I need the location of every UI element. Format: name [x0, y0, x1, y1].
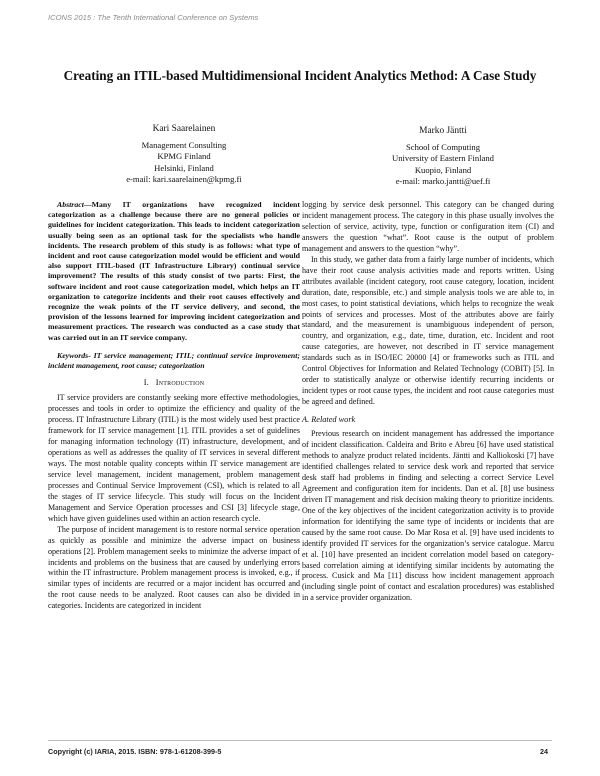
author-location: Helsinki, Finland — [154, 162, 214, 173]
section-number: I. — [143, 378, 149, 388]
right-column — [302, 200, 554, 604]
body-paragraph: logging by service desk personnel. This category can be changed during incident management process. The category in this phase usually involves the selection of service, activity, type, function or configuration item (CI) and answers the question “what”. Root cause is the output of problem management and answers to the question “why”. — [302, 200, 554, 253]
abstract — [48, 200, 300, 343]
author-block-1 — [84, 124, 284, 186]
author-block-2 — [343, 126, 543, 188]
author-affiliation: Management Consulting — [141, 139, 227, 150]
footer-copyright: Copyright (c) IARIA, 2015. ISBN: 978-1-61208-399-5 — [48, 747, 222, 756]
author-location: Kuopio, Finland — [414, 164, 472, 175]
page-number: 24 — [540, 747, 548, 756]
subsection-heading: A. Related work — [302, 415, 356, 425]
author-email: e-mail: kari.saarelainen@kpmg.fi — [126, 174, 242, 184]
footer-divider — [48, 740, 552, 741]
body-paragraph: IT service providers are constantly seeking more effective methodologies, processes and tools in order to optimize the efficiency and quality of the process. IT Infrastructure Library (ITIL) is the most widely used best practice framework for IT service management [1]. ITIL provides a set of guidelines for managing information technology (IT) infrastructure, development, and operations as well as addresses the quality of IT services in several different ways. The most notable quality concepts within IT service management are service level management, incident management, problem management processes and Continual Service Improvement (CSI), which is related to all the stages of IT service lifecycle. This study will focus on the Incident Management and Service Operation processes and CSI [3] lifecycle stage, which have given guidelines used within an action research cycle. — [48, 393, 300, 523]
body-paragraph: Previous research on incident management has addressed the importance of incident classification. Caldeira and Brito e Abreu [6] have used statistical methods to analyze product related incidents. Jäntti and Kalliokoski [7] have identified challenges related to service desk work and reported that service desk staff had problems in finding and selecting a correct Service Level Agreement and configuration item for incidents. Dan et al. [8] use business driven IT management and risk decision making theory to prioritize incidents. One of the key objectives of the incident categorization activity is to provide information for identifying the same type of incidents or incidents that are caused by the same root cause. Do Mar Rosa et al. [9] have used incidents to identify provided IT services for the organization’s service catalogue. Marcu et al. [10] have presented an incident correlation model based on category-based correlation aiming at identifying similar incidents by automating the process. Cusick and Ma [11] discuss how incident management approach (including single point of contact and escalation procedures) was established in a service provider organization. — [302, 429, 554, 603]
author-affiliation: School of Computing — [405, 141, 480, 152]
section-title: Introduction — [155, 378, 205, 388]
conference-header: ICONS 2015 : The Tenth International Conference on Systems — [48, 13, 259, 22]
keywords: Keywords- IT service management; ITIL; continual service improvement; incident management, root cause; categorization — [48, 350, 300, 371]
body-paragraph: In this study, we gather data from a fairly large number of incidents, which have their root cause analysis activities made and reports written. Using attributes available (incident category, root cause category, location, incident duration, date, responsible, etc.) and simple analysis tools we are able to, in most cases, to point statistical deviations, which helps to recognize the weak points of services and processes. Most of the attributes above are fairly standard, and the measurement is unambiguous independent of person, country, and organization, e.g., date, time, duration, etc. Incident and root cause categories, are however, not described in IT service management standards such as in ISO/IEC 20000 [4] or frameworks such as ITIL and Control Objectives for Information and Related Technology (COBIT) [5]. In order to statistically analyze or otherwise identify recurring incidents or incident types or root cause types, the incident and root cause categories must be agreed and defined. — [302, 254, 554, 407]
author-name: Kari Saarelainen — [152, 124, 216, 134]
author-affiliation: University of Eastern Finland — [392, 153, 494, 163]
body-paragraph: The purpose of incident management is to restore normal service operation as quickly as possible and minimize the adverse impact on business operations [2]. Problem management seeks to minimize the adverse impact of incidents and problems on the business that are caused by underlying errors within the IT infrastructure. Problem management process is invoked, e.g., if similar types of incidents are recurred or a major incident has occurred and the root cause needs to be analyzed. Root causes can also be divided in categories. Incidents are categorized in incident — [48, 524, 300, 611]
author-affiliation: KPMG Finland — [157, 151, 211, 161]
left-column — [48, 200, 300, 612]
author-email: e-mail: marko.jantti@uef.fi — [395, 176, 491, 186]
paper-title: Creating an ITIL-based Multidimensional Incident Analytics Method: A Case Study — [63, 68, 537, 83]
abstract-text: —Many IT organizations have recognized incident categorization as a challenge because there are no general policies or guidelines for incident categorization. This leads to incident categorization usually being seen as an optional task for the specialists who handle incidents. The research problem of this study is as follows: what type of incident and root cause categorization model would be efficient and would also support ITIL-based (IT Infrastructure Library) continual service improvement? The results of this study consist of two parts: First, the software incident and root cause categorization model, which helps an IT organization to categorize incidents and their root causes effectively and recognize the weak points of the IT service delivery, and second, the provision of the lessons learned for improving incident categorization and measurement practices. The research was conducted as a case study that was carried out in an IT service company. — [48, 200, 300, 342]
abstract-label: Abstract — [57, 200, 84, 209]
section-heading — [48, 378, 300, 389]
author-name: Marko Jäntti — [419, 126, 467, 136]
